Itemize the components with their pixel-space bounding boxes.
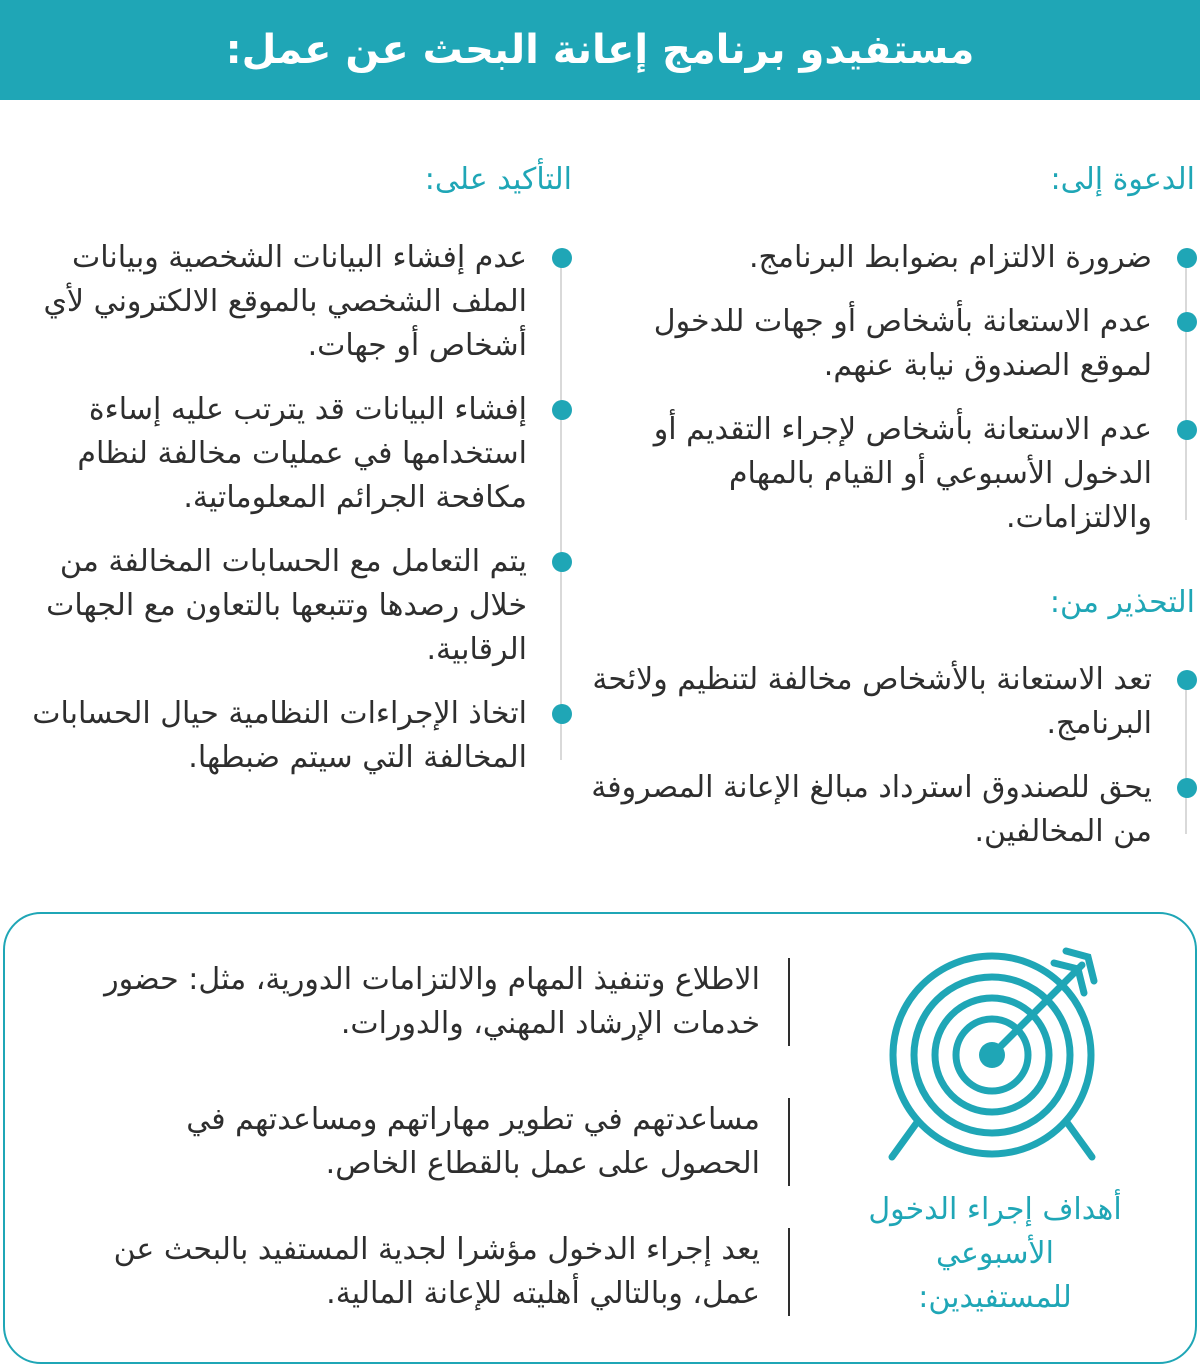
list-item	[2, 692, 527, 780]
target-icon	[882, 945, 1102, 1165]
list-item	[2, 388, 527, 520]
emphasis-item-text: يتم التعامل مع الحسابات المخالفة من خلال رصدها وتتبعها بالتعاون مع الجهات الرقابية.	[46, 544, 527, 667]
bullet-dot-icon	[552, 400, 572, 420]
warning-list-line	[1185, 672, 1187, 834]
call-list	[582, 236, 1152, 540]
goal-text: الاطلاع وتنفيذ المهام والالتزامات الدورية، مثل: حضور خدمات الإرشاد المهني، والدورات.	[104, 962, 760, 1041]
goal-item-border	[90, 958, 790, 1046]
bullet-dot-icon	[552, 248, 572, 268]
list-item	[582, 408, 1152, 540]
bullet-dot-icon	[552, 552, 572, 572]
emphasis-list-line	[560, 250, 562, 760]
call-item-text: ضرورة الالتزام بضوابط البرنامج.	[749, 240, 1152, 275]
call-item-text: عدم الاستعانة بأشخاص لإجراء التقديم أو الدخول الأسبوعي أو القيام بالمهام والالتزامات.	[653, 412, 1152, 535]
emphasis-item-text: عدم إفشاء البيانات الشخصية وبيانات الملف الشخصي بالموقع الالكتروني لأي أشخاص أو جهات.	[43, 240, 527, 363]
list-item	[582, 658, 1152, 746]
page-title: مستفيدو برنامج إعانة البحث عن عمل:	[225, 27, 975, 73]
emphasis-heading: التأكيد على:	[424, 162, 572, 197]
emphasis-item-text: اتخاذ الإجراءات النظامية حيال الحسابات المخالفة التي سيتم ضبطها.	[32, 696, 527, 775]
call-item-text: عدم الاستعانة بأشخاص أو جهات للدخول لموقع الصندوق نيابة عنهم.	[653, 304, 1152, 383]
bullet-dot-icon	[1177, 248, 1197, 268]
emphasis-list	[2, 236, 527, 780]
goal-item	[90, 1228, 790, 1316]
goal-item	[90, 958, 790, 1046]
warning-heading: التحذير من:	[1049, 585, 1195, 620]
bullet-dot-icon	[552, 704, 572, 724]
list-item	[582, 766, 1152, 854]
goal-text: يعد إجراء الدخول مؤشرا لجدية المستفيد بالبحث عن عمل، وبالتالي أهليته للإعانة المالية.	[113, 1232, 760, 1311]
goal-text: مساعدتهم في تطوير مهاراتهم ومساعدتهم في الحصول على عمل بالقطاع الخاص.	[186, 1102, 760, 1181]
list-item	[2, 236, 527, 368]
emphasis-item-text: إفشاء البيانات قد يترتب عليه إساءة استخدامها في عمليات مخالفة لنظام مكافحة الجرائم المعلوماتية.	[77, 392, 527, 515]
bullet-dot-icon	[1177, 312, 1197, 332]
warning-list	[582, 658, 1152, 854]
bullet-dot-icon	[1177, 670, 1197, 690]
list-item	[582, 300, 1152, 388]
goal-item	[90, 1098, 790, 1186]
call-heading: الدعوة إلى:	[1050, 162, 1195, 197]
goals-title: أهداف إجراء الدخول الأسبوعي للمستفيدين:	[868, 1192, 1122, 1315]
header-banner	[0, 0, 1200, 100]
goal-item-border	[90, 1228, 790, 1316]
call-list-line	[1185, 250, 1187, 520]
bullet-dot-icon	[1177, 778, 1197, 798]
warning-item-text: يحق للصندوق استرداد مبالغ الإعانة المصروفة من المخالفين.	[591, 770, 1152, 849]
list-item	[582, 236, 1152, 280]
bullet-dot-icon	[1177, 420, 1197, 440]
warning-item-text: تعد الاستعانة بالأشخاص مخالفة لتنظيم ولائحة البرنامج.	[592, 662, 1152, 741]
list-item	[2, 540, 527, 672]
goal-item-border	[90, 1098, 790, 1186]
